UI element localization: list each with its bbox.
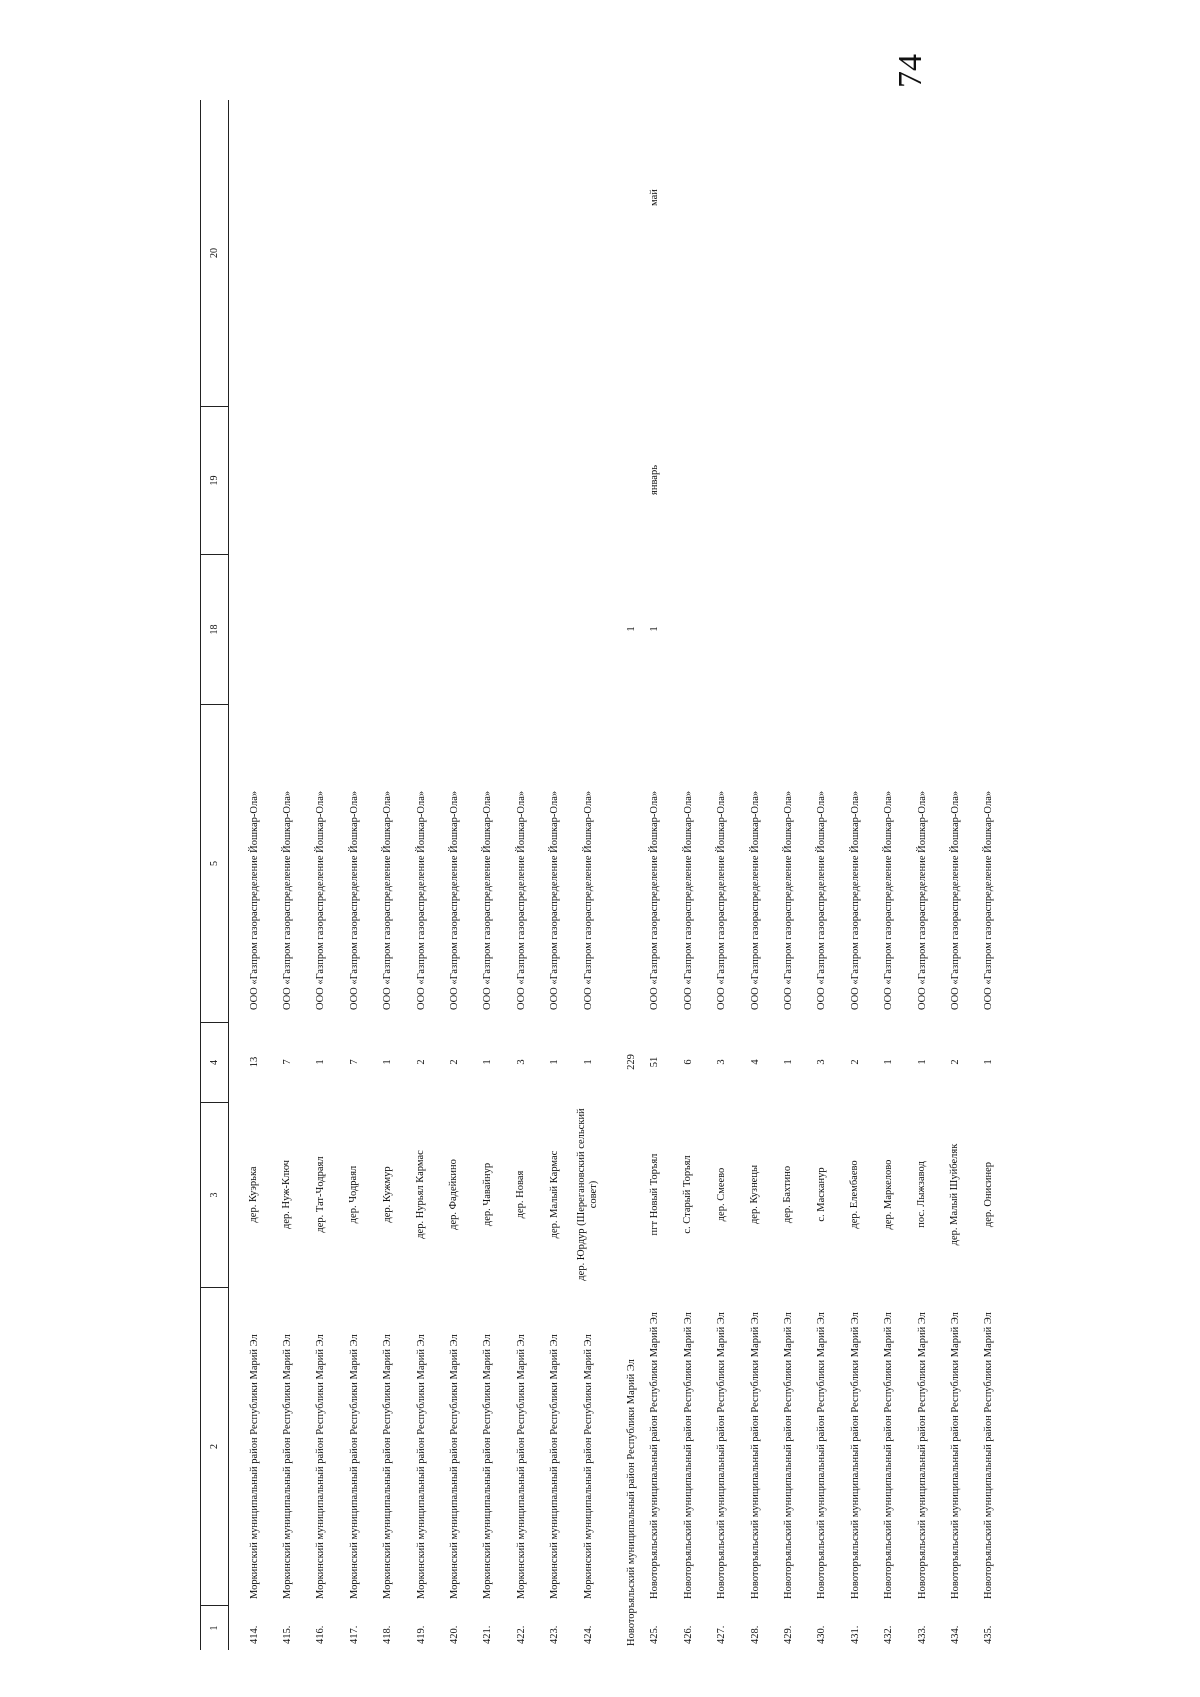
row-number: 430. bbox=[816, 1625, 828, 1644]
row-district: Моркинский муниципальный район Республики Марий Эл bbox=[382, 1334, 394, 1599]
row-number: 434. bbox=[949, 1625, 961, 1644]
row-settlement: дер. Малый Кармас bbox=[548, 1150, 560, 1239]
row-col-20 bbox=[438, 100, 470, 406]
row-district: Новоторъяльский муниципальный район Республики Марий Эл bbox=[916, 1312, 928, 1599]
row-district: Моркинский муниципальный район Республики Марий Эл bbox=[348, 1334, 360, 1599]
row-number: 419. bbox=[415, 1625, 427, 1644]
header-col-5: 5 bbox=[201, 704, 228, 1022]
row-settlement: дер. Маркелово bbox=[882, 1159, 894, 1230]
row-col-20 bbox=[973, 100, 1005, 406]
row-col-19: январь bbox=[649, 465, 661, 495]
row-col-19 bbox=[271, 406, 303, 554]
row-organization: ООО «Газпром газораспределение Йошкар-Ола» bbox=[315, 790, 327, 1010]
row-col-18 bbox=[405, 554, 437, 704]
row-col-19 bbox=[706, 406, 738, 554]
row-organization: ООО «Газпром газораспределение Йошкар-Ола» bbox=[515, 790, 527, 1010]
row-col-19 bbox=[939, 406, 971, 554]
row-col-18 bbox=[906, 554, 938, 704]
row-settlement: дер. Чавайнур bbox=[481, 1162, 493, 1227]
row-count: 3 bbox=[515, 1059, 527, 1065]
table-row bbox=[939, 100, 971, 1650]
row-col-19 bbox=[539, 406, 571, 554]
row-col-19 bbox=[238, 406, 270, 554]
row-col-19 bbox=[839, 406, 871, 554]
header-col-3: 3 bbox=[201, 1102, 228, 1287]
row-settlement: пос. Лыжзавод bbox=[916, 1161, 927, 1228]
row-col-20 bbox=[472, 100, 504, 406]
row-col-20 bbox=[939, 100, 971, 406]
row-count: 1 bbox=[916, 1059, 928, 1065]
row-col-19 bbox=[873, 406, 905, 554]
row-col-18 bbox=[739, 554, 771, 704]
row-count: 1 bbox=[883, 1059, 895, 1065]
row-col-18 bbox=[438, 554, 470, 704]
row-col-20 bbox=[839, 100, 871, 406]
row-district: Новоторъяльский муниципальный район Республики Марий Эл bbox=[649, 1312, 661, 1599]
row-organization: ООО «Газпром газораспределение Йошкар-Ола» bbox=[849, 790, 861, 1010]
row-district: Моркинский муниципальный район Республики Марий Эл bbox=[281, 1334, 293, 1599]
row-col-19 bbox=[305, 406, 337, 554]
row-col-18 bbox=[772, 554, 804, 704]
row-number: 428. bbox=[749, 1625, 761, 1644]
row-settlement: дер. Тат-Чодраял bbox=[314, 1156, 326, 1233]
group-district: Новоторъяльский муниципальный район Республики Марий Эл bbox=[626, 1359, 638, 1646]
row-col-20 bbox=[505, 100, 537, 406]
row-district: Новоторъяльский муниципальный район Республики Марий Эл bbox=[849, 1312, 861, 1599]
group-count: 229 bbox=[626, 1054, 638, 1070]
table-row bbox=[238, 100, 270, 1650]
row-col-19 bbox=[672, 406, 704, 554]
row-col-19 bbox=[372, 406, 404, 554]
row-count: 7 bbox=[348, 1059, 360, 1065]
row-count: 4 bbox=[749, 1059, 761, 1065]
table-row bbox=[906, 100, 938, 1650]
row-col-20 bbox=[672, 100, 704, 406]
row-count: 1 bbox=[983, 1059, 995, 1065]
row-district: Моркинский муниципальный район Республики Марий Эл bbox=[248, 1334, 260, 1599]
table-header bbox=[200, 100, 229, 1650]
table-row bbox=[973, 100, 1005, 1650]
row-district: Моркинский муниципальный район Республики Марий Эл bbox=[515, 1334, 527, 1599]
document-table bbox=[200, 100, 995, 1650]
header-col-19: 19 bbox=[201, 406, 228, 554]
row-col-20 bbox=[806, 100, 838, 406]
row-col-19 bbox=[472, 406, 504, 554]
row-settlement: дер. Юрдур (Шерегановский сельский совет) bbox=[576, 1108, 599, 1281]
row-organization: ООО «Газпром газораспределение Йошкар-Ола» bbox=[649, 790, 661, 1010]
row-col-18 bbox=[338, 554, 370, 704]
row-count: 2 bbox=[949, 1059, 961, 1065]
row-col-20: май bbox=[649, 189, 661, 206]
header-col-20: 20 bbox=[209, 248, 220, 258]
row-district: Новоторъяльский муниципальный район Республики Марий Эл bbox=[983, 1312, 995, 1599]
row-col-19 bbox=[405, 406, 437, 554]
row-settlement: пгт Новый Торъял bbox=[648, 1153, 660, 1236]
row-col-18 bbox=[238, 554, 270, 704]
row-organization: ООО «Газпром газораспределение Йошкар-Ола» bbox=[682, 790, 694, 1010]
row-settlement: дер. Фадейкино bbox=[448, 1159, 460, 1230]
row-district: Новоторъяльский муниципальный район Республики Марий Эл bbox=[682, 1312, 694, 1599]
table-row bbox=[405, 100, 437, 1650]
table-row bbox=[739, 100, 771, 1650]
table-row bbox=[873, 100, 905, 1650]
row-number: 423. bbox=[549, 1625, 561, 1644]
row-settlement: дер. Бахтино bbox=[782, 1165, 794, 1224]
row-number: 427. bbox=[716, 1625, 728, 1644]
group-row bbox=[605, 100, 637, 1650]
row-col-20 bbox=[706, 100, 738, 406]
row-number: 431. bbox=[849, 1625, 861, 1644]
header-col-2: 2 bbox=[201, 1287, 228, 1605]
row-settlement: дер. Новая bbox=[515, 1170, 527, 1219]
row-district: Моркинский муниципальный район Республики Марий Эл bbox=[482, 1334, 494, 1599]
row-number: 420. bbox=[448, 1625, 460, 1644]
row-organization: ООО «Газпром газораспределение Йошкар-Ола» bbox=[582, 790, 594, 1010]
row-settlement: дер. Чодраял bbox=[348, 1165, 360, 1224]
row-col-20 bbox=[572, 100, 604, 406]
row-count: 1 bbox=[315, 1059, 327, 1065]
row-count: 6 bbox=[682, 1059, 694, 1065]
row-col-18 bbox=[939, 554, 971, 704]
row-settlement: дер. Нуж-Ключ bbox=[281, 1160, 293, 1229]
row-district: Новоторъяльский муниципальный район Республики Марий Эл bbox=[883, 1312, 895, 1599]
row-organization: ООО «Газпром газораспределение Йошкар-Ола» bbox=[482, 790, 494, 1010]
table-row bbox=[372, 100, 404, 1650]
row-col-18 bbox=[505, 554, 537, 704]
row-number: 435. bbox=[983, 1625, 995, 1644]
row-number: 414. bbox=[248, 1625, 260, 1644]
row-col-20 bbox=[906, 100, 938, 406]
header-col-4: 4 bbox=[201, 1022, 228, 1102]
row-count: 2 bbox=[849, 1059, 861, 1065]
row-count: 7 bbox=[281, 1059, 293, 1065]
row-district: Моркинский муниципальный район Республики Марий Эл bbox=[315, 1334, 327, 1599]
row-organization: ООО «Газпром газораспределение Йошкар-Ола» bbox=[448, 790, 460, 1010]
row-number: 418. bbox=[382, 1625, 394, 1644]
row-col-19 bbox=[806, 406, 838, 554]
row-col-19 bbox=[906, 406, 938, 554]
row-count: 51 bbox=[649, 1056, 661, 1068]
row-col-20 bbox=[873, 100, 905, 406]
table-row bbox=[839, 100, 871, 1650]
row-settlement: дер. Кужмур bbox=[381, 1166, 393, 1223]
row-col-18 bbox=[305, 554, 337, 704]
row-col-20 bbox=[238, 100, 270, 406]
header-col-18: 18 bbox=[201, 554, 228, 704]
row-number: 421. bbox=[482, 1625, 494, 1644]
row-number: 424. bbox=[582, 1625, 594, 1644]
row-settlement: с. Масканур bbox=[815, 1167, 827, 1222]
row-district: Моркинский муниципальный район Республики Марий Эл bbox=[415, 1334, 427, 1599]
row-count: 2 bbox=[415, 1059, 427, 1065]
row-number: 429. bbox=[782, 1625, 794, 1644]
row-organization: ООО «Газпром газораспределение Йошкар-Ола» bbox=[382, 790, 394, 1010]
table-row bbox=[438, 100, 470, 1650]
row-col-18 bbox=[973, 554, 1005, 704]
row-organization: ООО «Газпром газораспределение Йошкар-Ола» bbox=[749, 790, 761, 1010]
table-row bbox=[271, 100, 303, 1650]
row-count: 1 bbox=[382, 1059, 394, 1065]
table-row bbox=[772, 100, 804, 1650]
row-col-18 bbox=[806, 554, 838, 704]
row-col-18 bbox=[472, 554, 504, 704]
row-settlement: дер. Нурьял Кармас bbox=[415, 1150, 426, 1239]
row-organization: ООО «Газпром газораспределение Йошкар-Ола» bbox=[916, 790, 928, 1010]
row-col-19 bbox=[438, 406, 470, 554]
page-number: 74 bbox=[892, 54, 929, 88]
row-col-19 bbox=[772, 406, 804, 554]
row-number: 422. bbox=[515, 1625, 527, 1644]
row-organization: ООО «Газпром газораспределение Йошкар-Ола» bbox=[549, 790, 561, 1010]
row-number: 432. bbox=[883, 1625, 895, 1644]
row-number: 433. bbox=[916, 1625, 928, 1644]
row-district: Новоторъяльский муниципальный район Республики Марий Эл bbox=[749, 1312, 761, 1599]
row-count: 1 bbox=[782, 1059, 794, 1065]
row-number: 426. bbox=[682, 1625, 694, 1644]
table-row bbox=[505, 100, 537, 1650]
row-organization: ООО «Газпром газораспределение Йошкар-Ола» bbox=[782, 790, 794, 1010]
row-number: 425. bbox=[649, 1625, 661, 1644]
row-count: 1 bbox=[482, 1059, 494, 1065]
row-organization: ООО «Газпром газораспределение Йошкар-Ола» bbox=[949, 790, 961, 1010]
row-organization: ООО «Газпром газораспределение Йошкар-Ола» bbox=[281, 790, 293, 1010]
row-col-18 bbox=[372, 554, 404, 704]
table-row bbox=[672, 100, 704, 1650]
row-col-18 bbox=[539, 554, 571, 704]
row-settlement: дер. Смеево bbox=[715, 1167, 727, 1222]
row-col-18 bbox=[873, 554, 905, 704]
row-col-18 bbox=[672, 554, 704, 704]
row-col-20 bbox=[338, 100, 370, 406]
row-col-19 bbox=[505, 406, 537, 554]
row-count: 2 bbox=[448, 1059, 460, 1065]
row-district: Новоторъяльский муниципальный район Республики Марий Эл bbox=[782, 1312, 794, 1599]
row-organization: ООО «Газпром газораспределение Йошкар-Ола» bbox=[415, 790, 427, 1010]
row-col-20 bbox=[271, 100, 303, 406]
row-col-18 bbox=[271, 554, 303, 704]
row-organization: ООО «Газпром газораспределение Йошкар-Ола» bbox=[716, 790, 728, 1010]
table-row bbox=[706, 100, 738, 1650]
row-settlement: дер. Елембаево bbox=[849, 1160, 861, 1229]
row-col-20 bbox=[405, 100, 437, 406]
row-settlement: дер. Куэрька bbox=[248, 1166, 259, 1223]
row-count: 1 bbox=[582, 1059, 594, 1065]
row-settlement: дер. Кузнецы bbox=[749, 1164, 760, 1225]
table-row bbox=[572, 100, 604, 1650]
row-col-19 bbox=[973, 406, 1005, 554]
row-district: Моркинский муниципальный район Республики Марий Эл bbox=[549, 1334, 561, 1599]
row-settlement: с. Старый Торъял bbox=[682, 1155, 694, 1234]
row-district: Новоторъяльский муниципальный район Республики Марий Эл bbox=[716, 1312, 728, 1599]
row-district: Моркинский муниципальный район Республики Марий Эл bbox=[448, 1334, 460, 1599]
row-col-20 bbox=[539, 100, 571, 406]
row-col-18: 1 bbox=[649, 626, 661, 632]
table-row bbox=[539, 100, 571, 1650]
header-col-1: 1 bbox=[201, 1605, 228, 1650]
row-organization: ООО «Газпром газораспределение Йошкар-Ола» bbox=[816, 790, 828, 1010]
table-row bbox=[338, 100, 370, 1650]
row-col-20 bbox=[372, 100, 404, 406]
row-col-20 bbox=[305, 100, 337, 406]
row-number: 415. bbox=[281, 1625, 293, 1644]
row-col-20 bbox=[739, 100, 771, 406]
row-count: 1 bbox=[549, 1059, 561, 1065]
row-col-18 bbox=[706, 554, 738, 704]
row-col-19 bbox=[739, 406, 771, 554]
row-number: 416. bbox=[315, 1625, 327, 1644]
group-col-18: 1 bbox=[626, 626, 638, 632]
row-organization: ООО «Газпром газораспределение Йошкар-Ола» bbox=[883, 790, 895, 1010]
row-count: 3 bbox=[716, 1059, 728, 1065]
table-row bbox=[806, 100, 838, 1650]
row-col-19 bbox=[572, 406, 604, 554]
table-row bbox=[472, 100, 504, 1650]
table-row bbox=[639, 100, 671, 1650]
row-col-18 bbox=[572, 554, 604, 704]
row-district: Моркинский муниципальный район Республики Марий Эл bbox=[582, 1334, 594, 1599]
row-settlement: дер. Онисинер bbox=[982, 1161, 994, 1228]
row-count: 3 bbox=[816, 1059, 828, 1065]
row-organization: ООО «Газпром газораспределение Йошкар-Ола» bbox=[248, 790, 260, 1010]
row-col-18 bbox=[839, 554, 871, 704]
row-organization: ООО «Газпром газораспределение Йошкар-Ола» bbox=[348, 790, 360, 1010]
row-settlement: дер. Малый Шуйбеляк bbox=[949, 1143, 961, 1246]
row-col-19 bbox=[338, 406, 370, 554]
row-district: Новоторъяльский муниципальный район Республики Марий Эл bbox=[816, 1312, 828, 1599]
row-number: 417. bbox=[348, 1625, 360, 1644]
row-count: 13 bbox=[248, 1056, 260, 1068]
row-col-20 bbox=[772, 100, 804, 406]
row-organization: ООО «Газпром газораспределение Йошкар-Ола» bbox=[983, 790, 995, 1010]
table-row bbox=[305, 100, 337, 1650]
row-district: Новоторъяльский муниципальный район Республики Марий Эл bbox=[949, 1312, 961, 1599]
